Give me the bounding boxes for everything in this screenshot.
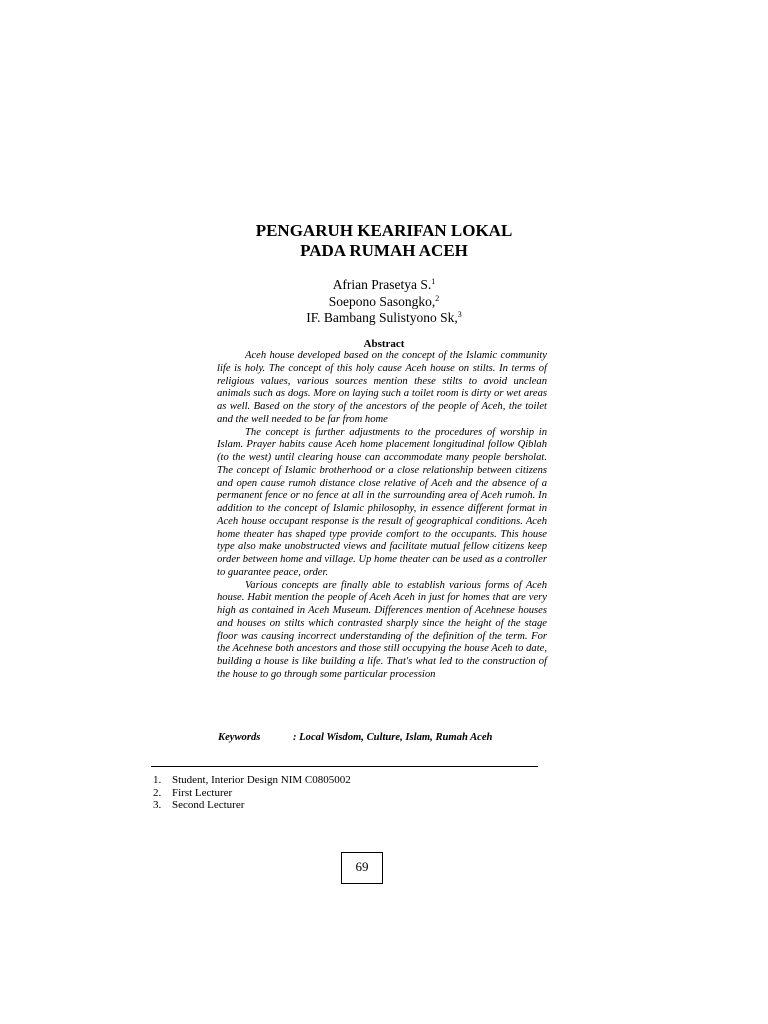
page-number: 69 xyxy=(341,852,383,884)
paper-title xyxy=(0,221,768,261)
author-1-name: Afrian Prasetya S. xyxy=(332,277,432,292)
footnote-number: 3. xyxy=(153,799,162,811)
footnote-number: 1. xyxy=(153,774,162,786)
footnote-text: First Lecturer xyxy=(172,786,233,799)
footnote-text: Second Lecturer xyxy=(172,799,245,811)
footnote-item xyxy=(153,799,351,812)
author-list xyxy=(0,277,768,327)
footnote-number: 2. xyxy=(153,786,162,799)
author-1 xyxy=(0,277,768,294)
footnote-divider xyxy=(151,766,538,767)
keywords-value: : Local Wisdom, Culture, Islam, Rumah Aceh xyxy=(293,732,493,743)
author-2-footnote-mark: 2 xyxy=(435,293,440,303)
footnote-list xyxy=(153,774,351,812)
footnote-text: Student, Interior Design NIM C0805002 xyxy=(172,774,351,786)
footnote-item xyxy=(153,787,351,800)
footnote-item xyxy=(153,774,351,787)
paper-title-line-1: PENGARUH KEARIFAN LOKAL xyxy=(255,221,513,240)
author-3-name: IF. Bambang Sulistyono Sk, xyxy=(306,310,458,325)
abstract-paragraph-3: Various concepts are finally able to establish various forms of Aceh house. Habit mention the people of Aceh Aceh in just for homes that are very high as contained in Aceh Museum. Differences mention of Acehnese houses and houses on stilts which contrasted sharply since the height of the stage floor was causing incorrect understanding of the definition of the term. For the Acehnese both ancestors and those still occupying the house Aceh to date, building a house is like building a life. That's what led to the construction of the house to go through some particular procession xyxy=(217,579,547,680)
abstract-paragraph-2: The concept is further adjustments to the procedures of worship in Islam. Prayer habits cause Aceh home placement longitudinal follow Qiblah (to the west) until clearing house can accommodate many people bersholat. The concept of Islamic brotherhood or a close relationship between citizens and open cause rumoh distance close relative of Aceh and the absence of a permanent fence or no fence at all in the surrounding area of Aceh rumoh. In addition to the concept of Islamic philosophy, in essence different format in Aceh house occupant response is the result of geographical conditions. Aceh home theater has shaped type provide comfort to the occupants. This house type also make unobstructed views and facilitate mutual fellow citizens keep order between home and village. Up home theater can be used as a controller to guarantee peace, order. xyxy=(217,426,547,578)
author-3-footnote-mark: 3 xyxy=(457,310,462,319)
author-2-name: Soepono Sasongko, xyxy=(328,293,436,309)
author-2 xyxy=(0,294,768,311)
abstract-heading: Abstract xyxy=(363,338,405,350)
author-3 xyxy=(0,310,768,327)
abstract-paragraph-1: Aceh house developed based on the concept of the Islamic community life is holy. The concept of this holy cause Aceh house on stilts. In terms of religious values, various sources mention these stilts to avoid unclean animals such as dogs. More on laying such a toilet room is dirty or wet areas as well. Based on the story of the ancestors of the people of Aceh, the toilet and the well needed to be far from home xyxy=(217,350,547,425)
keywords-line xyxy=(218,731,492,744)
keywords-label: Keywords xyxy=(218,732,261,743)
paper-title-line-2: PADA RUMAH ACEH xyxy=(300,241,468,260)
abstract-body xyxy=(217,350,547,682)
author-1-footnote-mark: 1 xyxy=(431,277,436,286)
